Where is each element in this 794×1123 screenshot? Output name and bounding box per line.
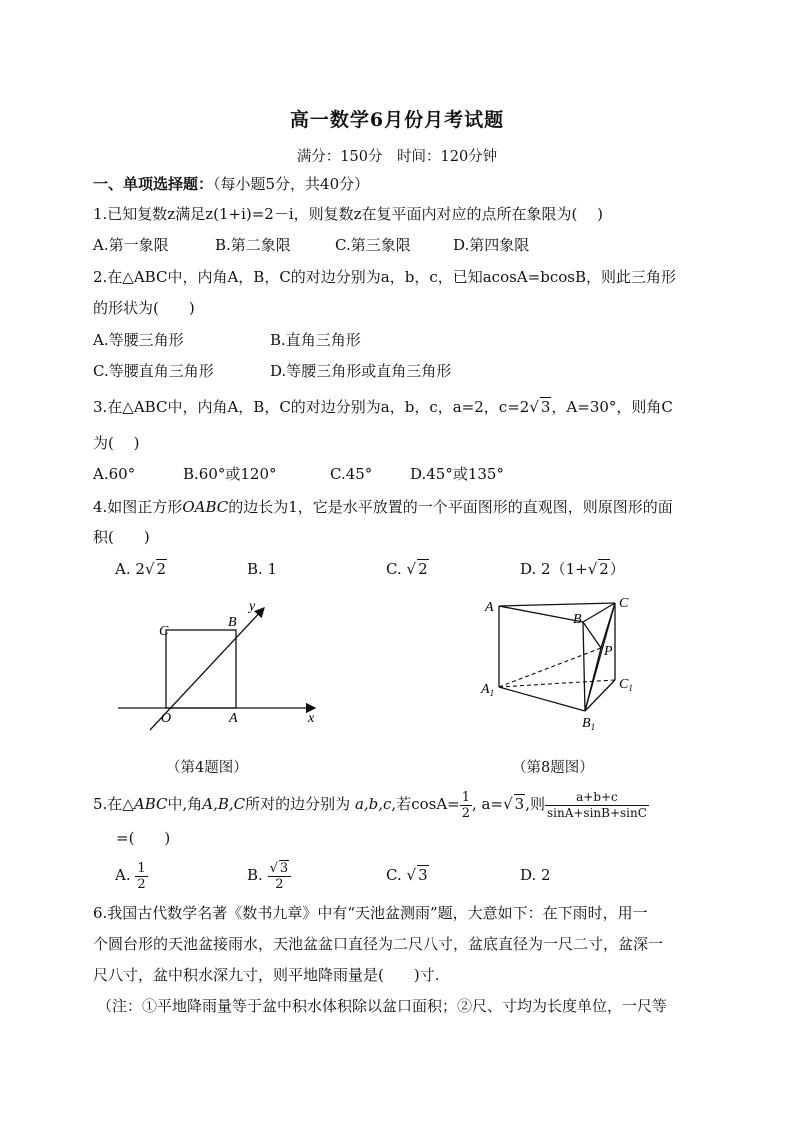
segment-a1p-hidden <box>499 648 601 687</box>
label-b: B <box>573 612 582 627</box>
q3-option-b: B.60°或120° <box>183 465 277 483</box>
q4-option-c-radicand: 2 <box>418 560 428 578</box>
q5-stem-line2: =( ) <box>116 829 171 847</box>
q2-option-c: C.等腰直角三角形 <box>93 362 214 380</box>
edge-a1c1-hidden <box>499 680 615 687</box>
q3-stem-line1: 3.在△ABC中，内角A，B，C的对边分别为a，b，c，a=2，c=2√ 3，A=30°，则角C <box>93 398 673 416</box>
section-title: 一、单项选择题： <box>93 175 214 193</box>
page-title: 高一数学6月份月考试题 <box>289 109 505 131</box>
q5-a-radicand: 3 <box>514 795 525 813</box>
square-oabc <box>166 630 236 708</box>
label-x: x <box>308 711 315 726</box>
q3-option-c: C.45° <box>330 465 373 483</box>
q5-mid2: 所对的边分别为 <box>245 795 351 813</box>
q4-option-a-label: A. <box>115 560 131 578</box>
label-c1: $C_1$ <box>619 677 633 693</box>
label-y: y <box>249 599 256 614</box>
q1-option-d: D.第四象限 <box>453 236 530 254</box>
label-a: A <box>485 600 494 615</box>
q3-stem-after: ，A=30°，则角C <box>551 398 673 416</box>
q4-stem-line1 <box>93 497 673 517</box>
edge-bb1 <box>583 622 585 711</box>
label-a1: $A_1$ <box>481 682 495 698</box>
label-c: C <box>619 596 629 611</box>
q3-option-d: D.45°或135° <box>410 465 504 483</box>
q5-option-b <box>247 860 291 892</box>
edge-a1b1 <box>499 687 585 711</box>
label-p: P <box>604 644 613 659</box>
q5-expression-fraction: $\frac{a+b+c}{\sin A+\sin B+\sin C}$ <box>546 789 647 820</box>
q2-option-a: A.等腰三角形 <box>93 331 184 349</box>
q5-sides: a,b,c <box>354 795 392 813</box>
q5-option-b-fraction: $\frac{√ 3}{2}$ <box>268 861 292 892</box>
edge-ab <box>499 606 583 622</box>
q4-option-d-suffix: ） <box>609 560 625 578</box>
q4-option-c: C. √ 2 <box>386 560 428 578</box>
q5-cos-fraction: $\frac{1}{2}$ <box>461 789 471 821</box>
q1-stem: 1.已知复数z满足z(1+i)=2－i，则复数z在复平面内对应的点所在象限为( ) <box>93 205 604 223</box>
q1-option-a: A.第一象限 <box>93 236 169 254</box>
q6-line1: 6.我国古代数学名著《数书九章》中有“天池盆测雨”题，大意如下：在下雨时，用一 <box>93 904 648 922</box>
label-a: A <box>229 711 238 726</box>
q4-option-c-label: C. <box>386 560 402 578</box>
q4-option-d-prefix: D. 2（1+ <box>520 560 588 578</box>
q5-option-a-fraction: $\frac{1}{2}$ <box>137 860 146 892</box>
segment-bp <box>583 622 601 648</box>
label-o: O <box>161 711 172 726</box>
q6-line2: 个圆台形的天池盆接雨水，天池盆盆口直径为二尺八寸，盆底直径为一尺二寸，盆深一 <box>93 935 664 953</box>
q4-option-d-radicand: 2 <box>599 560 609 578</box>
q6-note: （注：①平地降雨量等于盆中积水体积除以盆口面积；②尺、寸均为长度单位，一尺等 <box>97 997 668 1015</box>
q5-mid: 中,角 <box>167 795 203 813</box>
q5-option-c-label: C. <box>386 866 402 884</box>
q4-option-a-radicand: 2 <box>156 560 167 578</box>
q5-option-a <box>115 860 148 892</box>
q4-stem-line2: 积( ) <box>93 528 150 546</box>
q4-option-a: A. 2√ 2 <box>115 560 167 578</box>
label-b1: $B_1$ <box>582 716 596 732</box>
q5-option-c-radicand: 3 <box>418 866 428 884</box>
q5-stem-line1: 5.在△ABC中,角A,B,C所对的边分别为 a,b,c,若cosA= $\frac{1}{2}$ , a=√ 3,则 $\frac{a+b+c}{\sin A+\sin B+\sin C}$ <box>93 789 647 821</box>
q6-line3: 尺八寸，盆中积水深九寸，则平地降雨量是( )寸. <box>93 966 440 984</box>
q3-radicand: 3 <box>540 398 551 416</box>
q5-option-a-label: A. <box>115 866 131 884</box>
q2-option-b: B.直角三角形 <box>270 331 361 349</box>
q4-option-b: B. 1 <box>247 560 278 578</box>
exam-info: 满分：150分 时间：120分钟 <box>296 149 498 165</box>
q4-option-a-coef: 2 <box>135 560 145 578</box>
q3-stem-before: 3.在△ABC中，内角A，B，C的对边分别为a，b，c，a=2，c=2 <box>93 398 530 416</box>
figure-4-caption: （第4题图） <box>166 760 248 776</box>
q2-stem-line1: 2.在△ABC中，内角A，B，C的对边分别为a，b，c，已知acosA=bcosB，则此三角形 <box>93 268 676 286</box>
section-heading <box>93 174 369 194</box>
q5-option-d: D. 2 <box>520 866 551 884</box>
q5-triangle: ABC <box>133 795 168 813</box>
figure-4-diagram <box>110 592 330 742</box>
label-c: C <box>159 624 169 639</box>
q3-stem-line2: 为( ) <box>93 434 140 452</box>
q2-option-d: D.等腰三角形或直角三角形 <box>270 362 452 380</box>
q1-option-b: B.第二象限 <box>215 236 291 254</box>
q4-option-d: D. 2（1+√ 2） <box>520 560 625 578</box>
label-b: B <box>228 615 237 630</box>
q5-a-eq: , a= <box>472 795 504 813</box>
section-note: （每小题5分，共40分） <box>213 175 370 193</box>
q5-prefix: 5.在△ <box>93 795 134 813</box>
q1-option-c: C.第三象限 <box>335 236 411 254</box>
edge-ac <box>499 603 615 606</box>
q4-square-name: OABC <box>182 498 229 516</box>
q5-cond: ,若cosA= <box>391 795 460 813</box>
q5-angles: A,B,C <box>202 795 246 813</box>
figure-8-diagram <box>475 590 655 740</box>
q5-then: ,则 <box>525 795 545 813</box>
figure-8-caption: （第8题图） <box>512 760 594 776</box>
q5-option-c: C. √ 3 <box>386 866 428 884</box>
q2-stem-line2: 的形状为( ) <box>93 299 195 317</box>
q3-option-a: A.60° <box>93 465 136 483</box>
q4-stem-prefix: 4.如图正方形 <box>93 498 183 516</box>
q4-stem-suffix: 的边长为1，它是水平放置的一个平面图形的直观图，则原图形的面 <box>228 498 673 516</box>
q5-option-b-label: B. <box>247 866 263 884</box>
